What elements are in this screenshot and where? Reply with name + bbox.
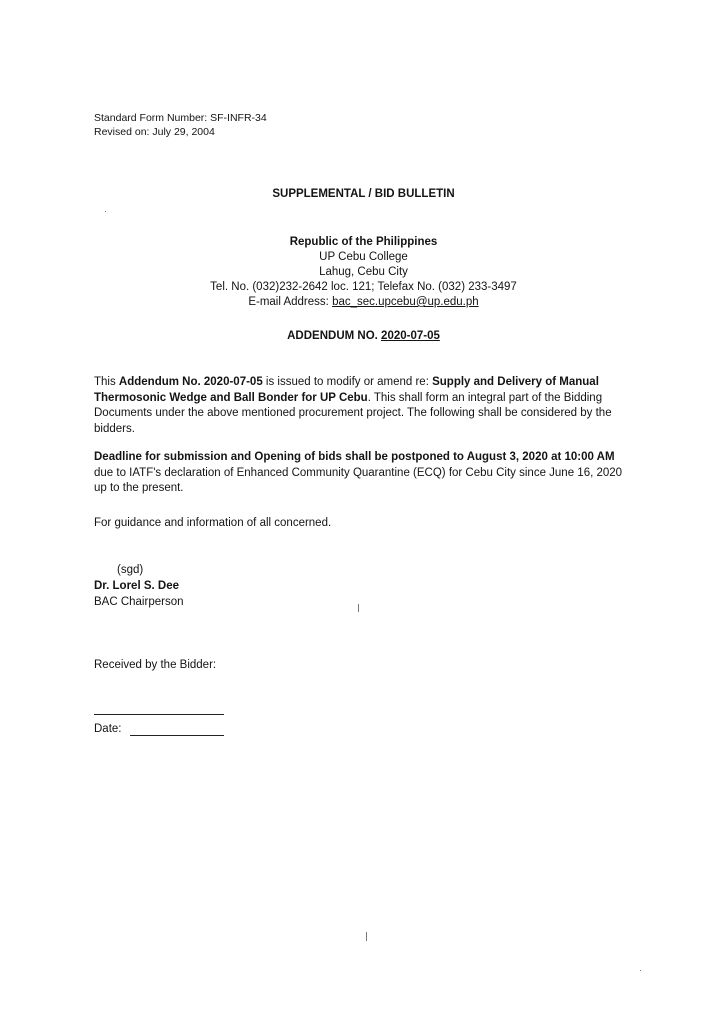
p1-bold-project: Supply and Delivery of Manual Thermosonic Wedge and Ball Bonder for UP Cebu xyxy=(94,376,599,404)
agency-phone: Tel. No. (032)232-2642 loc. 121; Telefax No. (032) 233-3497 xyxy=(210,281,517,293)
addendum-number: 2020-07-05 xyxy=(381,330,440,342)
paragraph-guidance: For guidance and information of all concerned. xyxy=(94,517,332,529)
email-label: E-mail Address: xyxy=(248,296,333,308)
p2-text: due to IATF's declaration of Enhanced Community Quarantine (ECQ) for Cebu City since June 16, 2020 up to the present. xyxy=(94,466,623,495)
p1-text-2: is issued to modify or amend re: xyxy=(262,376,433,388)
date-label: Date: xyxy=(94,723,122,735)
addendum-label: ADDENDUM NO. xyxy=(287,330,382,342)
signatory-name: Dr. Lorel S. Dee xyxy=(94,580,180,592)
email-address: bac_sec.upcebu@up.edu.ph xyxy=(332,296,479,308)
agency-address: Lahug, Cebu City xyxy=(319,266,408,278)
received-label: Received by the Bidder: xyxy=(94,659,217,671)
agency-country: Republic of the Philippines xyxy=(289,236,438,248)
p2-bold-deadline: Deadline for submission and Opening of bids shall be postponed to August 3, 2020 at 10:00 AM xyxy=(94,451,615,463)
p1-text-3: . This shall form an integral part of the Bidding Documents under the above mentioned procurement project. The following shall be considered by the bidders. xyxy=(94,391,612,435)
scan-speck xyxy=(105,211,106,212)
p1-text-1: This xyxy=(94,376,119,388)
paragraph-amendment xyxy=(94,375,634,437)
signature-sgd: (sgd) xyxy=(117,564,144,576)
addendum-line xyxy=(0,330,727,342)
revised-date: Revised on: July 29, 2004 xyxy=(94,126,215,138)
bidder-signature-line xyxy=(94,714,224,715)
form-number: Standard Form Number: SF-INFR-34 xyxy=(94,112,267,124)
p1-bold-addendum: Addendum No. 2020-07-05 xyxy=(118,376,263,388)
signatory-position: BAC Chairperson xyxy=(94,596,184,608)
agency-email-line xyxy=(0,296,727,308)
paragraph-deadline xyxy=(94,450,634,497)
scan-speck xyxy=(358,604,359,612)
agency-name: UP Cebu College xyxy=(319,251,408,263)
document-title: SUPPLEMENTAL / BID BULLETIN xyxy=(272,188,455,200)
scan-speck xyxy=(366,932,367,941)
scan-speck xyxy=(640,970,641,971)
date-line xyxy=(130,735,224,736)
